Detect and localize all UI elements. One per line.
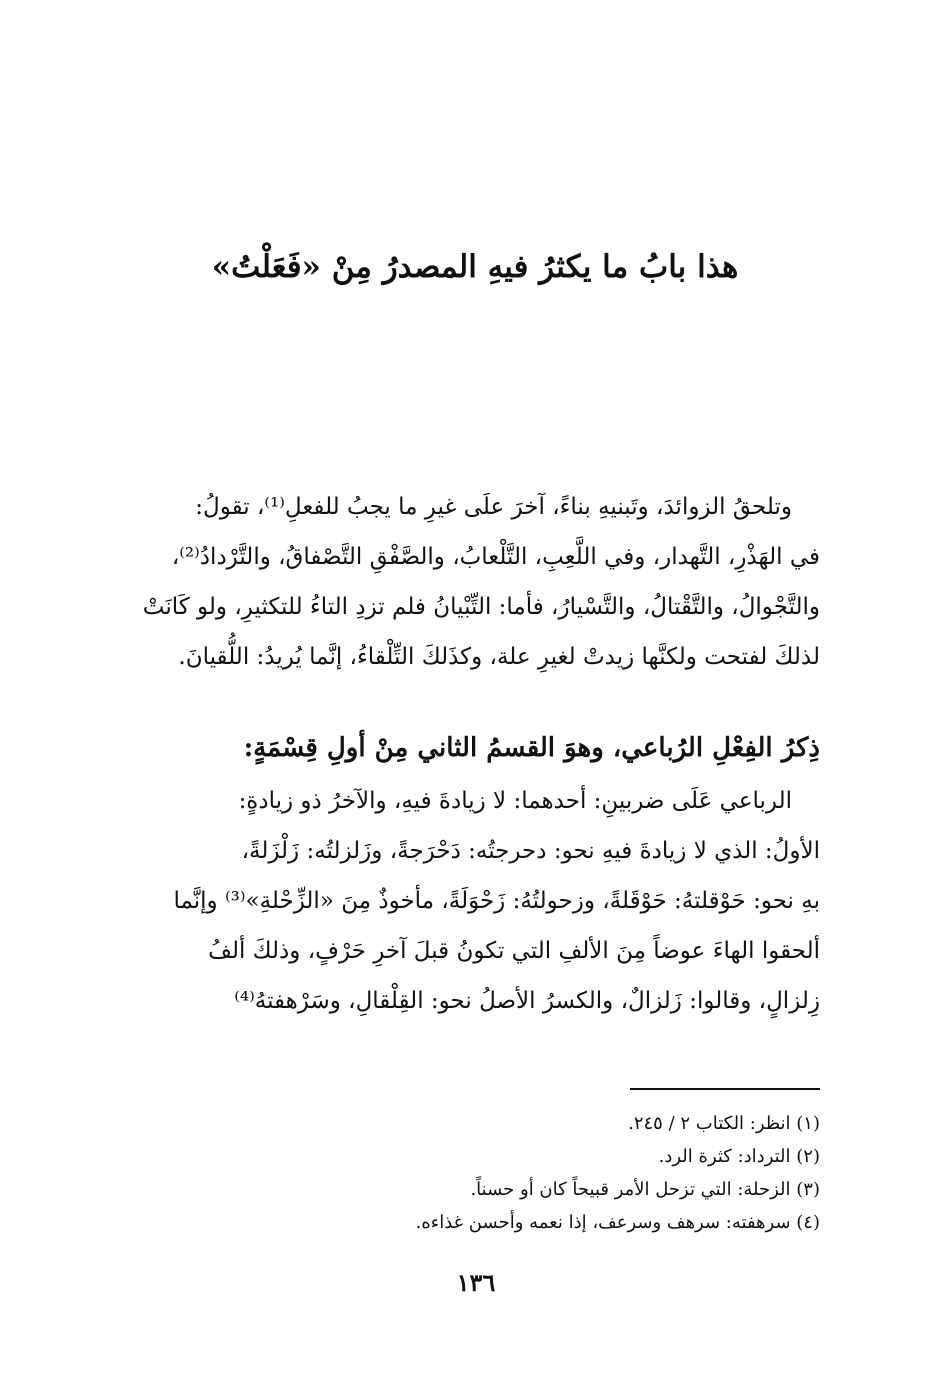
footnote: (٢) الترداد: كثرة الرد. [658,1146,820,1167]
section-heading: ذِكرُ الفِعْلِ الرُباعي، وهوَ القسمُ الثاني مِنْ أولِ قِسْمَةٍ: [243,733,820,763]
text-line: الرباعي عَلَى ضربينِ: أحدهما: لا زيادةَ فيهِ، والآخرُ ذو زيادةٍ: [238,788,792,814]
text-line: زِلزالٍ، وقالوا: زَلزالٌ، والكسرُ الأصلُ نحو: القِلْقالِ، وسَرْهفتهُ⁽⁴⁾ [234,988,820,1014]
paragraph-intro [140,482,820,682]
text-line: لذلكَ لفتحت ولكنَّها زيدتْ لغيرِ علة، وكذَلكَ التِّلْقاءُ، إنَّما يُريدُ: اللُّقيانَ. [178,644,820,670]
footnote: (٣) الزحلة: التي تزحل الأمر قبيحاً كان أو حسناً. [470,1179,820,1200]
footnotes [320,1107,820,1239]
paragraph-quadrilateral [140,776,820,1026]
text-line: والتَّجْوالُ، والتَّقْتالُ، والتَّسْيارُ، فأما: التِّبْيانُ فلم تزدِ التاءُ للتكثيرِ، ولو كَانَتْ [142,594,820,620]
chapter-title: هذا بابُ ما يكثرُ فيهِ المصدرُ مِنْ «فَعَلْتُ» [211,249,739,285]
text-line: ألحقوا الهاءَ عوضاً مِنَ الألفِ التي تكونُ قبلَ آخرِ حَرْفٍ، وذلكَ ألفُ [208,938,820,964]
footnote: (١) انظر: الكتاب ٢ / ٢٤٥. [628,1113,820,1134]
text-line: وتلحقُ الزوائدَ، وتَبنيهِ بناءً، آخرَ علَى غيرِ ما يجبُ للفعلِ⁽¹⁾، تقولُ: [195,494,792,520]
footnote-divider [630,1088,820,1090]
text-line: بهِ نحو: حَوْقلتهُ: حَوْقَلةً، وزحولتُهُ: زَحْوَلَةً، مأخوذٌ مِنَ «الزِّحْلةِ»⁽³⁾ وإنَّما [173,888,820,914]
text-line: في الهَذْرِ، التَّهدار، وفي اللَّعِبِ، التَّلْعابُ، والصَّفْقِ التَّصْفاقُ، والتَّرْدادُ⁽²⁾، [171,544,820,570]
text-line: الأولُ: الذي لا زيادةَ فيهِ نحو: دحرجتُه: دَحْرَجةً، وزَلزلتُه: زَلْزَلةً، [241,838,820,864]
page-number: ١٣٦ [456,1268,496,1297]
footnote: (٤) سرهفته: سرهف وسرعف، إذا نعمه وأحسن غذاءه. [415,1212,820,1233]
